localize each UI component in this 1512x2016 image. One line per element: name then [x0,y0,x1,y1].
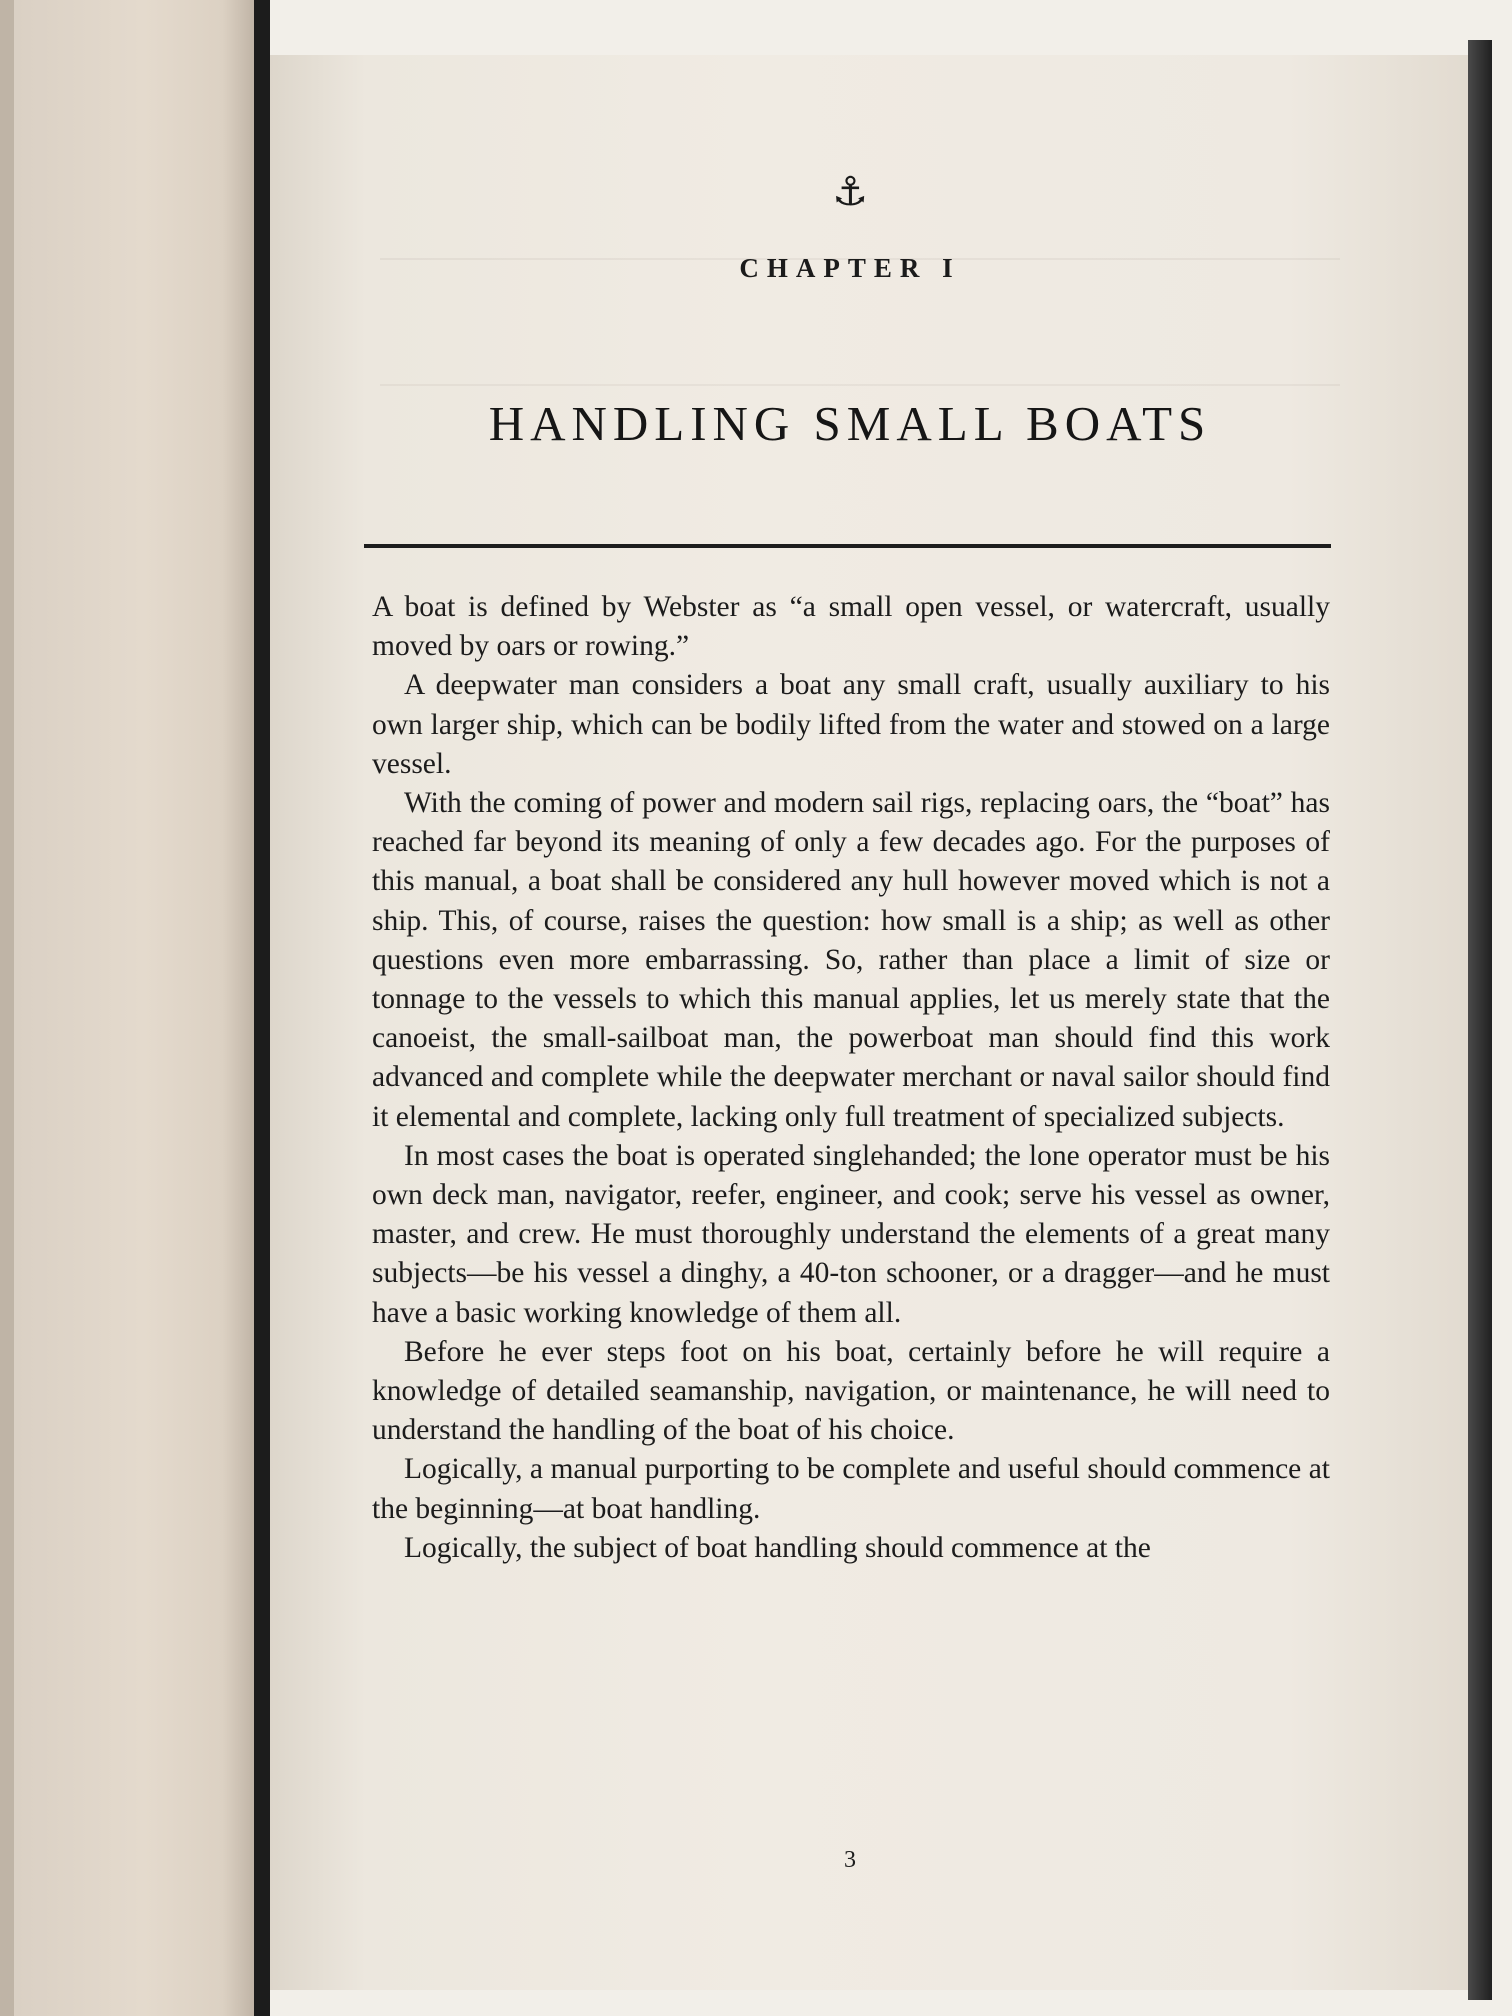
left-page [0,0,262,2016]
paragraph: Logically, the subject of boat handling should commence at the [404,1531,1151,1564]
paragraph: With the coming of power and modern sail rigs, replacing oars, the “boat” has reached far beyond its meaning of only a few decades ago. For the purposes of this manual, a boat shall be considered any hull however moved which is not a ship. This, of course, raises the question: how small is a ship; as well as other questions even more embarrassing. So, rather than place a limit of size or tonnage to the vessels to which this manual applies, let us merely state that the canoeist, the small-sailboat man, the powerboat man should find this work advanced and complete while the deepwater merchant or naval sailor should find it elemental and complete, lacking only full treatment of specialized subjects. [372,787,1330,1133]
anchor-icon: ⚓ [832,169,868,215]
right-cover-edge [1468,40,1492,2000]
chapter-title: HANDLING SMALL BOATS [488,396,1212,451]
body-text [372,588,1330,1568]
paragraph: Logically, a manual purporting to be complete and useful should commence at the beginning—at boat handling. [372,1453,1330,1525]
book-gutter [254,0,270,2016]
left-cover-edge [0,0,14,2016]
title-divider [364,544,1331,548]
chapter-label: CHAPTER I [739,253,961,283]
paragraph: In most cases the boat is operated singlehanded; the lone operator must be his own deck man, navigator, reefer, engineer, and cook; serve his vessel as owner, master, and crew. He must thoroughly understand the elements of a great many subjects—be his vessel a dinghy, a 40-ton schooner, or a dragger—and he must have a basic working knowledge of them all. [372,1139,1330,1329]
paragraph: A boat is defined by Webster as “a small open vessel, or watercraft, usually moved by oars or rowing.” [372,591,1330,663]
paragraph: Before he ever steps foot on his boat, certainly before he will require a knowledge of detailed seamanship, navigation, or maintenance, he will need to understand the handling of the boat of his choice. [372,1335,1330,1447]
page-number: 3 [844,1847,856,1873]
paragraph: A deepwater man considers a boat any small craft, usually auxiliary to his own larger ship, which can be bodily lifted from the water and stowed on a large vessel. [372,669,1330,780]
